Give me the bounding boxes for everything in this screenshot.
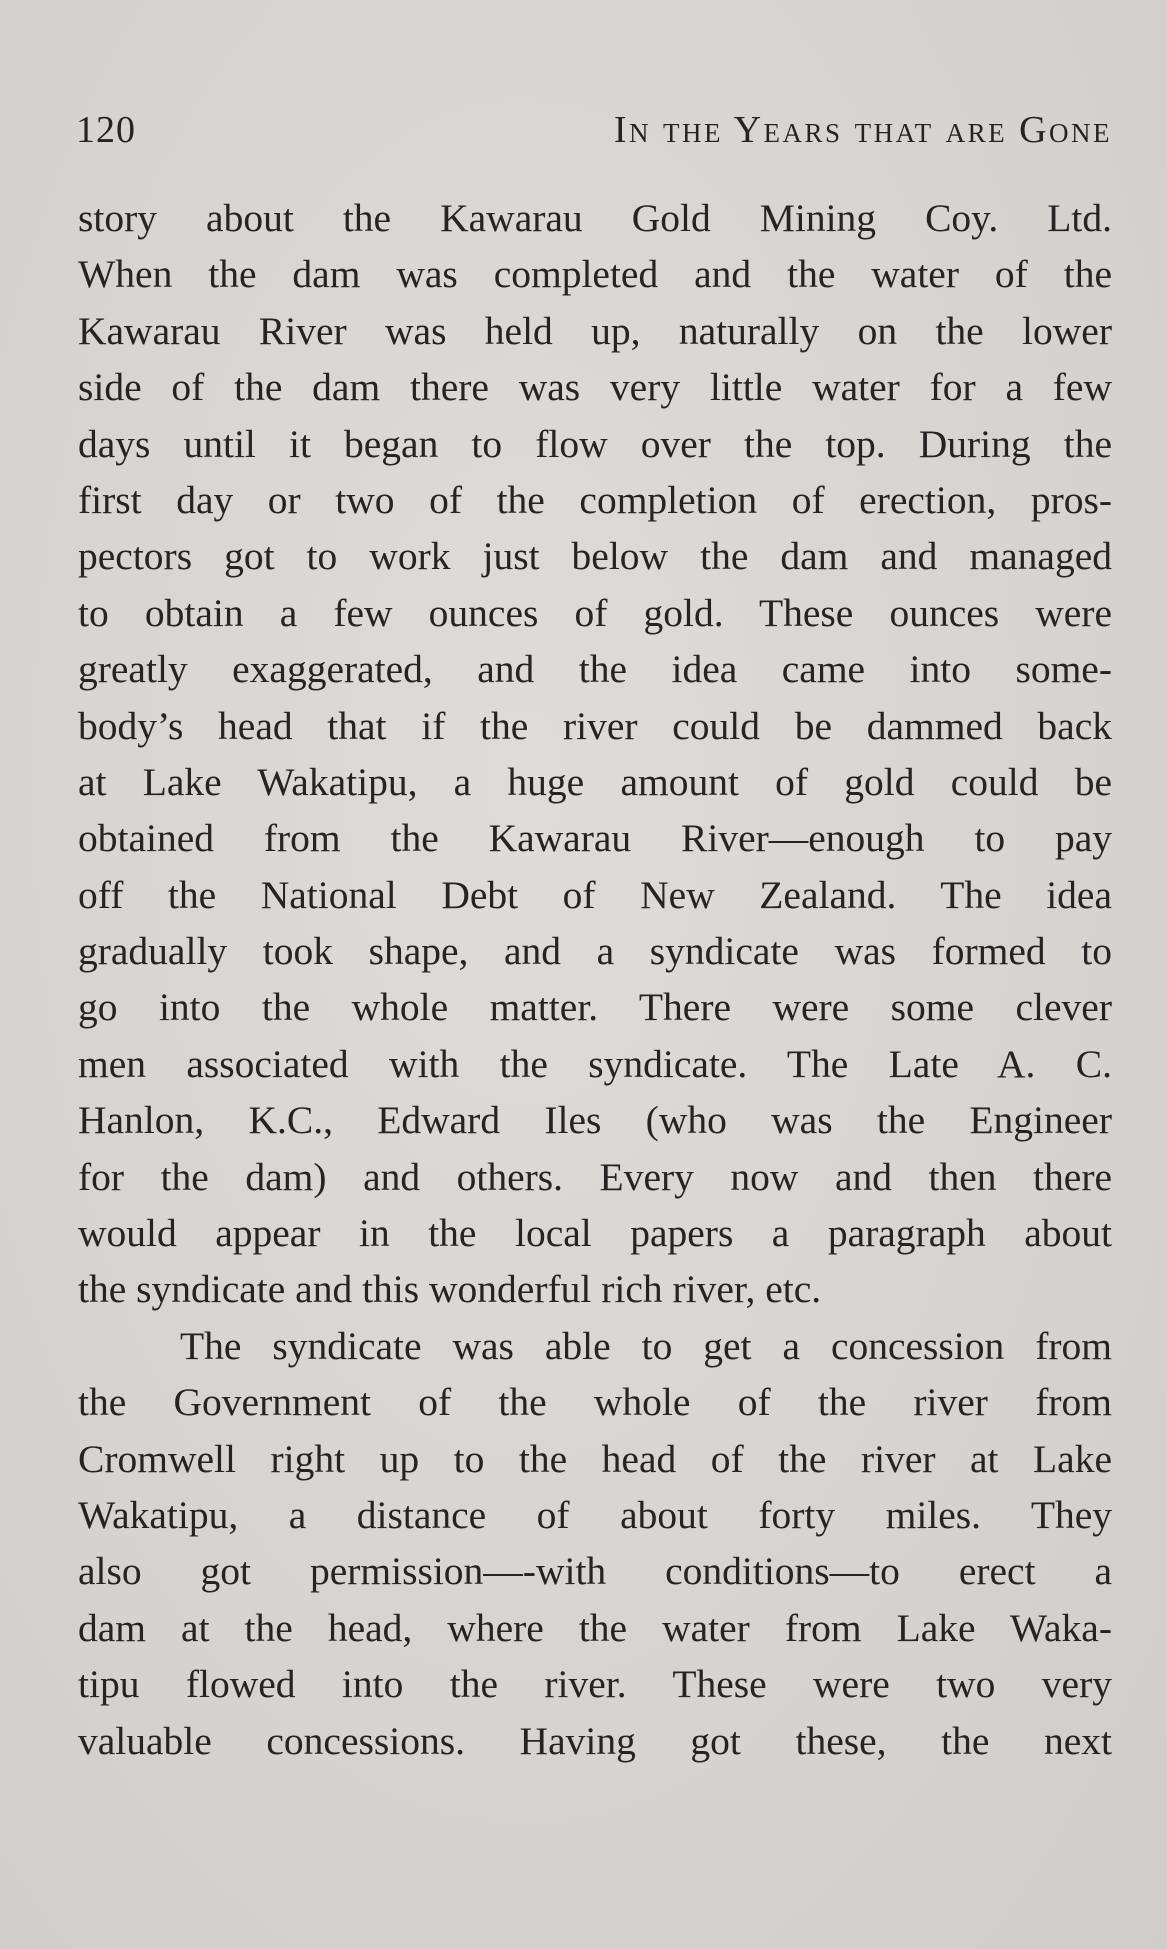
text-line: Kawarau River was held up, naturally on the lower xyxy=(78,308,1112,353)
text-line: at Lake Wakatipu, a huge amount of gold could be xyxy=(78,759,1112,804)
body-text xyxy=(78,190,1112,1769)
paragraph-end-line: the syndicate and this wonderful rich river, etc. xyxy=(78,1267,822,1312)
text-line: greatly exaggerated, and the idea came into some- xyxy=(78,647,1112,692)
text-line: story about the Kawarau Gold Mining Coy. Ltd. xyxy=(78,196,1112,240)
text-line: side of the dam there was very little water for a few xyxy=(78,365,1112,410)
text-line: the Government of the whole of the river from xyxy=(78,1380,1112,1425)
text-line: to obtain a few ounces of gold. These ounces were xyxy=(78,590,1112,635)
text-line: off the National Debt of New Zealand. The idea xyxy=(78,872,1112,917)
text-line: would appear in the local papers a paragraph about xyxy=(78,1211,1112,1256)
text-line: for the dam) and others. Every now and then there xyxy=(78,1154,1112,1199)
paragraph-start-line: The syndicate was able to get a concession from xyxy=(180,1323,1112,1368)
text-line: obtained from the Kawarau River—enough to pay xyxy=(78,816,1112,861)
running-title: In the Years that are Gone xyxy=(613,109,1112,151)
running-head xyxy=(76,102,1112,158)
text-line: gradually took shape, and a syndicate was formed to xyxy=(78,929,1112,974)
text-line: also got permission—-with conditions—to erect a xyxy=(78,1549,1112,1594)
text-line: go into the whole matter. There were some clever xyxy=(78,985,1112,1030)
text-line: valuable concessions. Having got these, the next xyxy=(78,1718,1112,1763)
page-number: 120 xyxy=(76,109,136,151)
text-line: days until it began to flow over the top. During the xyxy=(78,421,1112,466)
text-line: When the dam was completed and the water of the xyxy=(78,252,1112,297)
text-line: Hanlon, K.C., Edward Iles (who was the Engineer xyxy=(78,1098,1112,1143)
text-line: Cromwell right up to the head of the river at Lake xyxy=(78,1436,1112,1481)
text-line: body’s head that if the river could be dammed back xyxy=(78,703,1112,748)
text-line: dam at the head, where the water from Lake Waka- xyxy=(78,1605,1112,1650)
text-line: pectors got to work just below the dam and managed xyxy=(78,534,1112,579)
text-line: Wakatipu, a distance of about forty miles. They xyxy=(78,1492,1112,1537)
text-line: first day or two of the completion of erection, pros- xyxy=(78,477,1112,522)
text-line: tipu flowed into the river. These were two very xyxy=(78,1662,1112,1707)
text-line: men associated with the syndicate. The Late A. C. xyxy=(78,1041,1112,1086)
